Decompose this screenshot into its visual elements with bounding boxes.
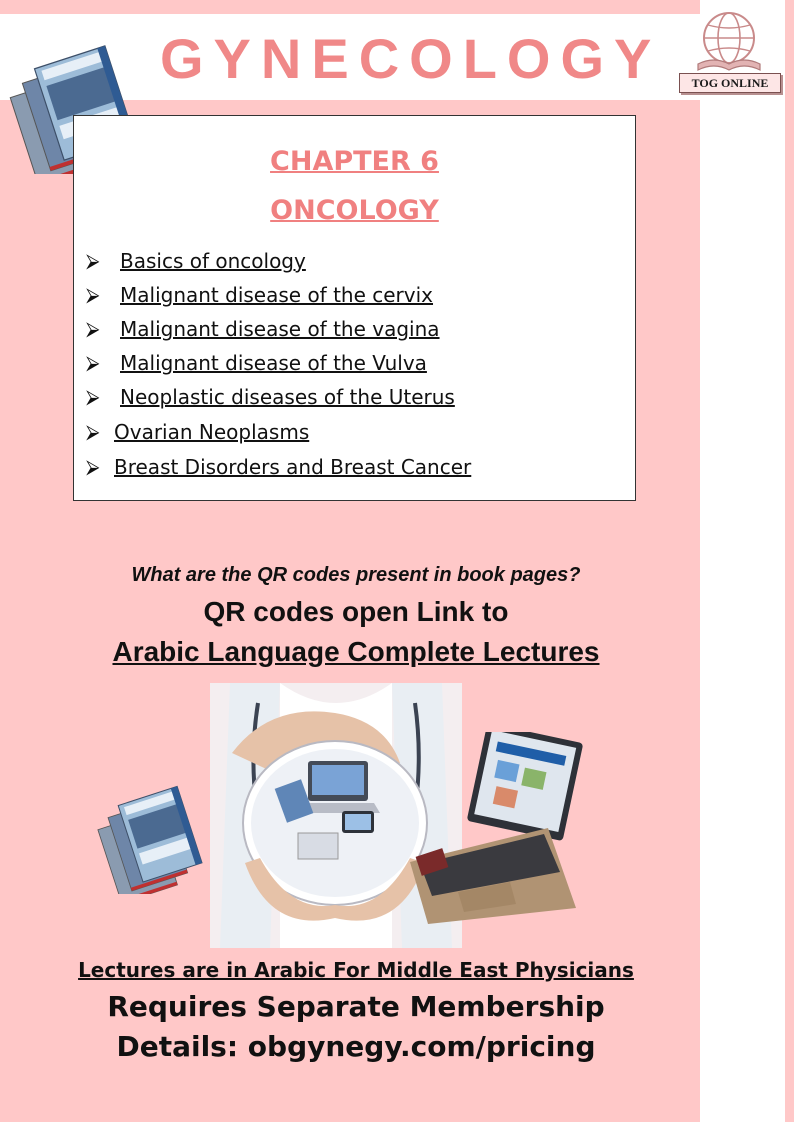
topic-list	[74, 116, 635, 500]
qr-heading: QR codes open Link to	[203, 596, 509, 627]
arrow-bullet-icon: ⮚	[86, 386, 100, 408]
pricing-details[interactable]: Details: obgynegy.com/pricing	[116, 1030, 596, 1063]
top-decor-strip	[0, 0, 700, 14]
membership-note: Requires Separate Membership	[107, 990, 605, 1023]
arrow-bullet-icon: ⮚	[86, 284, 100, 306]
list-item[interactable]: ⮚ Ovarian Neoplasms	[86, 420, 310, 444]
lectures-note: Lectures are in Arabic For Middle East Physicians	[78, 958, 634, 982]
list-item[interactable]: ⮚ Neoplastic diseases of the Uterus	[86, 385, 455, 409]
arrow-bullet-icon: ⮚	[86, 421, 100, 443]
qr-subheading: Arabic Language Complete Lectures	[112, 636, 600, 667]
chapter-name: ONCOLOGY	[270, 195, 439, 226]
page-title: GYNECOLOGY	[160, 27, 662, 90]
laptop-image	[398, 732, 586, 924]
right-decor-strip	[785, 0, 794, 1122]
list-item[interactable]: ⮚ Malignant disease of the Vulva	[86, 351, 427, 375]
list-item[interactable]: ⮚ Breast Disorders and Breast Cancer	[86, 455, 472, 479]
chapter-contents-box	[73, 115, 636, 501]
qr-question: What are the QR codes present in book pages?	[131, 564, 581, 586]
chapter-number: CHAPTER 6	[270, 146, 439, 177]
arrow-bullet-icon: ⮚	[86, 318, 100, 340]
book-stack-image	[96, 776, 230, 894]
arrow-bullet-icon: ⮚	[86, 250, 100, 272]
list-item[interactable]: ⮚ Malignant disease of the cervix	[86, 283, 434, 307]
list-item[interactable]: ⮚ Malignant disease of the vagina	[86, 317, 440, 341]
arrow-bullet-icon: ⮚	[86, 352, 100, 374]
logo-label: TOG ONLINE	[679, 73, 781, 93]
arrow-bullet-icon: ⮚	[86, 456, 100, 478]
list-item[interactable]: ⮚ Basics of oncology	[86, 249, 306, 273]
